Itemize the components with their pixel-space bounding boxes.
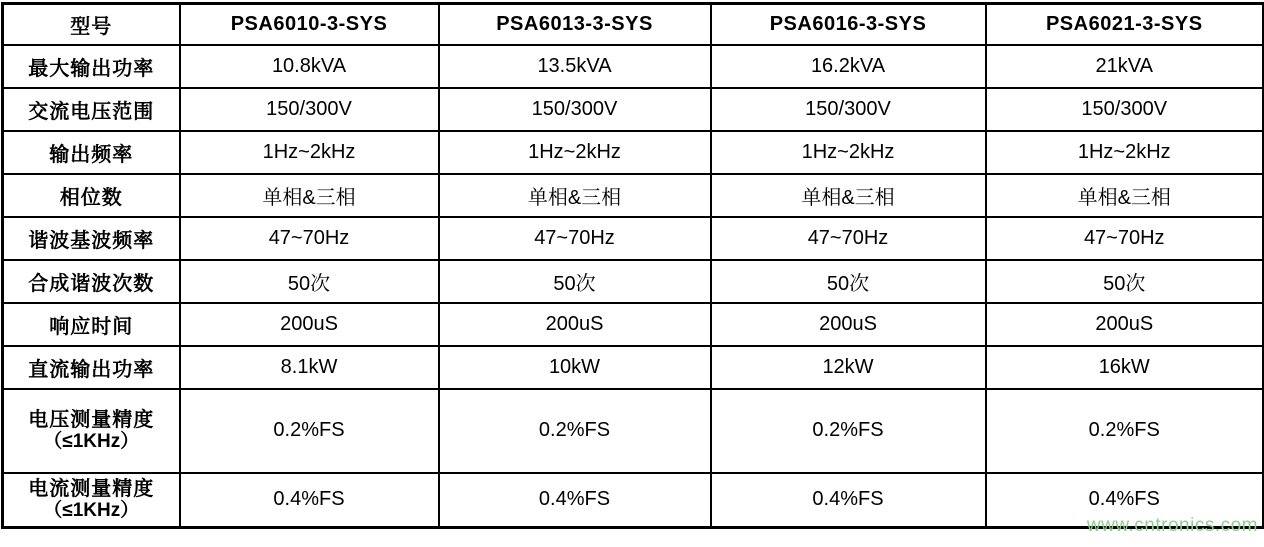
cell-value: 47~70Hz	[986, 217, 1264, 260]
cell-value: 200uS	[986, 303, 1264, 346]
table-row	[3, 131, 1264, 174]
row-label-text: 电压测量精度	[28, 409, 155, 432]
table-row	[3, 88, 1264, 131]
row-label-ac-voltage-range: 交流电压范围	[3, 88, 180, 131]
cell-value: 1Hz~2kHz	[711, 131, 986, 174]
cell-value: 单相&三相	[986, 174, 1264, 217]
column-header-psa6016: PSA6016-3-SYS	[711, 4, 986, 45]
cell-value: 8.1kW	[180, 346, 439, 389]
cell-value: 12kW	[711, 346, 986, 389]
table-header-row	[3, 4, 1264, 45]
cell-value: 200uS	[439, 303, 711, 346]
row-label-subtext: （≤1KHz）	[43, 500, 140, 522]
table-row	[3, 389, 1264, 473]
corner-header-model: 型号	[3, 4, 180, 45]
cell-value: 0.4%FS	[439, 473, 711, 528]
row-label-phase-count: 相位数	[3, 174, 180, 217]
row-label-response-time: 响应时间	[3, 303, 180, 346]
cell-value: 1Hz~2kHz	[986, 131, 1264, 174]
site-watermark: www.cntronics.com	[1086, 515, 1258, 536]
row-label-synthesized-harmonic-order: 合成谐波次数	[3, 260, 180, 303]
cell-value: 0.2%FS	[439, 389, 711, 473]
cell-value: 1Hz~2kHz	[180, 131, 439, 174]
cell-value: 21kVA	[986, 45, 1264, 88]
cell-value: 单相&三相	[711, 174, 986, 217]
cell-value: 10.8kVA	[180, 45, 439, 88]
cell-value: 47~70Hz	[711, 217, 986, 260]
table-row	[3, 260, 1264, 303]
cell-value: 200uS	[180, 303, 439, 346]
table-row	[3, 217, 1264, 260]
row-label-output-frequency: 输出频率	[3, 131, 180, 174]
cell-value: 50次	[986, 260, 1264, 303]
cell-value: 0.2%FS	[986, 389, 1264, 473]
row-label-subtext: （≤1KHz）	[43, 431, 140, 453]
table-row	[3, 346, 1264, 389]
cell-value: 50次	[180, 260, 439, 303]
cell-value: 200uS	[711, 303, 986, 346]
column-header-psa6021: PSA6021-3-SYS	[986, 4, 1264, 45]
cell-value: 150/300V	[711, 88, 986, 131]
cell-value: 50次	[711, 260, 986, 303]
row-label-current-measurement-accuracy	[3, 473, 180, 528]
row-label-dc-output-power: 直流输出功率	[3, 346, 180, 389]
cell-value: 16kW	[986, 346, 1264, 389]
cell-value: 150/300V	[180, 88, 439, 131]
product-spec-table	[1, 2, 1264, 529]
cell-value: 50次	[439, 260, 711, 303]
row-label-max-output-power: 最大输出功率	[3, 45, 180, 88]
cell-value: 16.2kVA	[711, 45, 986, 88]
cell-value: 10kW	[439, 346, 711, 389]
cell-value: 0.4%FS	[986, 473, 1264, 528]
cell-value: 0.4%FS	[180, 473, 439, 528]
cell-value: 1Hz~2kHz	[439, 131, 711, 174]
table-row	[3, 174, 1264, 217]
cell-value: 0.2%FS	[180, 389, 439, 473]
row-label-harmonic-base-frequency: 谐波基波频率	[3, 217, 180, 260]
column-header-psa6010: PSA6010-3-SYS	[180, 4, 439, 45]
cell-value: 单相&三相	[439, 174, 711, 217]
cell-value: 单相&三相	[180, 174, 439, 217]
row-label-text: 电流测量精度	[28, 478, 155, 501]
cell-value: 0.4%FS	[711, 473, 986, 528]
row-label-voltage-measurement-accuracy	[3, 389, 180, 473]
cell-value: 47~70Hz	[180, 217, 439, 260]
column-header-psa6013: PSA6013-3-SYS	[439, 4, 711, 45]
table-row	[3, 45, 1264, 88]
table-row	[3, 473, 1264, 528]
table-row	[3, 303, 1264, 346]
cell-value: 0.2%FS	[711, 389, 986, 473]
cell-value: 150/300V	[439, 88, 711, 131]
cell-value: 47~70Hz	[439, 217, 711, 260]
cell-value: 13.5kVA	[439, 45, 711, 88]
cell-value: 150/300V	[986, 88, 1264, 131]
